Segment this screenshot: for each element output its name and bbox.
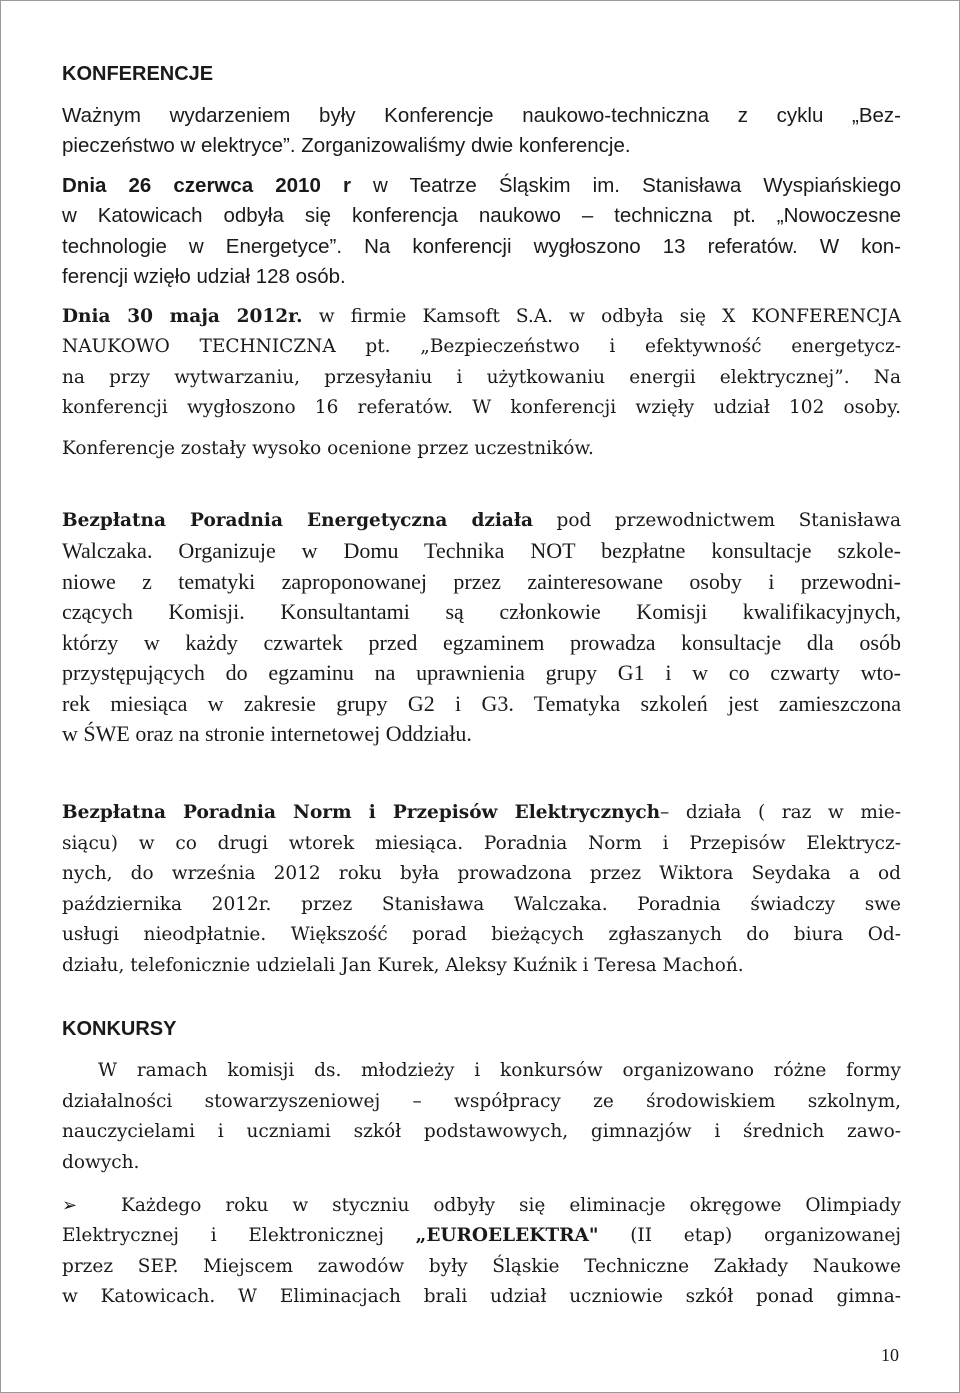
paragraph-line: Ważnym wydarzeniem były Konferencje naukowo-techniczna z cyklu „Bez- [62,104,901,127]
paragraph-line: pieczeństwo w elektryce”. Zorganizowaliśmy dwie konferencje. [62,134,631,157]
paragraph-line: ferencji wzięło udział 128 osób. [62,265,346,288]
paragraph-line: konferencji wygłoszono 16 referatów. W konferencji wzięły udział 102 osoby. [62,397,901,418]
event-date: Dnia 26 czerwca 2010 r [62,174,351,197]
section-heading-konferencje: KONFERENCJE [62,63,214,85]
paragraph-line: NAUKOWO TECHNICZNA pt. „Bezpieczeństwo i efektywność energetycz- [62,336,901,357]
paragraph-line: października 2012r. przez Stanisława Walczaka. Poradnia świadczy swe [62,894,901,915]
olympiad-name: „EUROELEKTRA" [415,1225,599,1246]
paragraph-line: nauczycielami i uczniami szkół podstawowych, gimnazjów i średnich zawo- [62,1121,901,1142]
paragraph-line: niowe z tematyki zaproponowanej przez zainteresowane osoby i przewodni- [62,569,901,594]
paragraph-line: dowych. [62,1152,140,1173]
paragraph-line: nych, do września 2012 roku była prowadzona przez Wiktora Seydaka a od [62,863,901,884]
section-heading-konkursy: KONKURSY [62,1018,177,1040]
paragraph-line: w Katowicach odbyła się konferencja naukowo – techniczna pt. „Nowoczesne [62,204,901,227]
paragraph-line: w ŚWE oraz na stronie internetowej Oddziału. [62,721,472,746]
paragraph-line: przez SEP. Miejscem zawodów były Śląskie Techniczne Zakłady Naukowe [62,1256,901,1277]
paragraph-line: działalności stowarzyszeniowej – współpracy ze środowiskiem szkolnym, [62,1091,901,1112]
bold-lead: Bezpłatna Poradnia Energetyczna działa [62,510,533,531]
paragraph-line: usługi nieodpłatnie. Większość porad bieżących zgłaszanych do biura Od- [62,924,901,945]
page-number: 10 [881,1345,899,1365]
paragraph-line: Walczaka. Organizuje w Domu Technika NOT bezpłatne konsultacje szkole- [62,538,901,563]
bold-lead: Bezpłatna Poradnia Norm i Przepisów Elektrycznych [62,802,661,823]
paragraph-line: Elektrycznej i Elektronicznej „EUROELEKTRA" (II etap) organizowanej [62,1225,902,1246]
paragraph-line: Bezpłatna Poradnia Energetyczna działa pod przewodnictwem Stanisława [62,510,901,531]
paragraph-line: w Katowicach. W Eliminacjach brali udział uczniowie szkół ponad gimna- [62,1286,901,1307]
paragraph-line: na przy wytwarzaniu, przesyłaniu i użytkowaniu energii elektrycznej”. Na [62,367,901,388]
paragraph-line: technologie w Energetyce”. Na konferencji wygłoszono 13 referatów. W kon- [62,235,901,258]
paragraph-line: przystępujących do egzaminu na uprawnienia grupy G1 i w co czwarty wto- [62,660,901,685]
paragraph-line: czących Komisji. Konsultantami są członkowie Komisji kwalifikacyjnych, [62,599,901,624]
paragraph-line: Każdego roku w styczniu odbyły się eliminacje okręgowe Olimpiady [121,1195,901,1216]
paragraph-line: Dnia 26 czerwca 2010 r w Teatrze Śląskim im. Stanisława Wyspiańskiego [62,174,901,197]
paragraph-line: Dnia 30 maja 2012r. w firmie Kamsoft S.A. w odbyła się X KONFERENCJA [62,306,902,327]
arrowhead-bullet-icon: ➢ [62,1195,78,1216]
paragraph-line: siącu) w co drugi wtorek miesiąca. Poradnia Norm i Przepisów Elektrycz- [62,833,901,854]
paragraph-line: Konferencje zostały wysoko ocenione przez uczestników. [62,438,594,459]
paragraph-line: działu, telefonicznie udzielali Jan Kurek, Aleksy Kuźnik i Teresa Machoń. [62,955,744,976]
paragraph-line: W ramach komisji ds. młodzieży i konkursów organizowano różne formy [98,1060,901,1081]
paragraph-line: którzy w każdy czwartek przed egzaminem prowadza konsultacje dla osób [62,630,901,655]
event-date: Dnia 30 maja 2012r. [62,306,303,327]
paragraph-line: rek miesiąca w zakresie grupy G2 i G3. Tematyka szkoleń jest zamieszczona [62,691,901,716]
paragraph-line: Bezpłatna Poradnia Norm i Przepisów Elektrycznych– działa ( raz w mie- [62,802,901,823]
